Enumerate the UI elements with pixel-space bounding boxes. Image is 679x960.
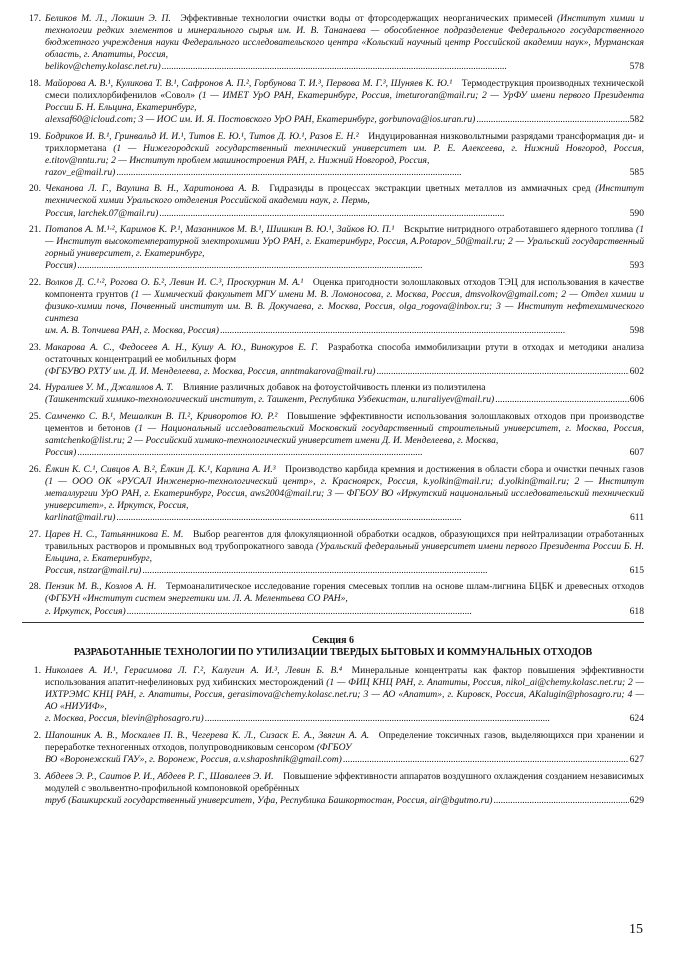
entry-authors: Нуралиев У. М., Джалилов А. Т.	[45, 382, 174, 394]
dot-leader	[205, 713, 629, 725]
entry-affiliation: (1 — ИМЕТ УрО РАН, Екатеринбург, Россия, imeturoran@mail.ru; 2 — УрФУ имени первого Президента России Б. Н. Ельцина, Екатеринбург,	[45, 89, 644, 114]
entry-authors: Николаев А. И.¹, Герасимова Л. Г.², Калугин А. И.³, Левин Б. В.⁴	[45, 665, 343, 676]
entry-affiliation-end: г. Москва, Россия, blevin@phosagro.ru)	[45, 713, 204, 725]
toc-entry	[22, 529, 644, 577]
entry-last-line	[45, 713, 644, 725]
toc-entry	[22, 131, 644, 179]
entry-text	[45, 183, 644, 207]
entry-number: 17.	[29, 13, 41, 24]
entry-affiliation: (Институт химии и технологии редких элементов и минерального сырья им. И. В. Тананаева — обособленное подразделение Федерального государственного бюджетного учреждения науки Федерального исследовательского центра «Кольский научный центр Российской академии наук», Мурманская область, г. Апатиты, Россия,	[45, 13, 645, 61]
entry-affiliation-end: alexsaf60@icloud.com; 3 — ИОС им. И. Я. Постовского УрО РАН, Екатеринбург, gorbunova@ios.uran.ru)	[45, 114, 476, 126]
entry-text	[45, 13, 644, 61]
entry-text	[45, 581, 644, 605]
entry-last-line	[45, 565, 644, 577]
entry-number: 18.	[29, 77, 41, 89]
entry-number: 27.	[29, 528, 41, 540]
toc-entry	[22, 581, 644, 617]
entry-title: Влияние различных добавок на фотоустойчивость пленки из полиэтилена	[183, 382, 486, 394]
entry-text	[45, 771, 644, 795]
entry-last-line	[45, 167, 644, 179]
entry-authors: Бодриков И. В.¹, Гринвальд И. И.¹, Титов Е. Ю.¹, Титов Д. Ю.¹, Разов Е. Н.²	[45, 130, 359, 142]
toc-entry	[22, 464, 644, 524]
entry-page: 606	[629, 394, 644, 406]
entry-last-line	[45, 61, 644, 73]
entry-page: 602	[629, 365, 644, 377]
section-title: РАЗРАБОТАННЫЕ ТЕХНОЛОГИИ ПО УТИЛИЗАЦИИ ТВЕРДЫХ БЫТОВЫХ И КОММУНАЛЬНЫХ ОТХОДОВ	[73, 647, 593, 658]
entry-affiliation: (1 — Институт высокотемпературной электрохимии УрО РАН, г. Екатеринбург, Россия, A.Potapov_50@mail.ru; 2 — Уральский государственный горный университет, г. Екатеринбург,	[45, 224, 644, 260]
entry-page: 593	[629, 260, 644, 272]
toc-entry	[22, 78, 644, 126]
entry-number: 21.	[29, 224, 41, 236]
entry-text	[45, 464, 644, 512]
entry-text	[45, 342, 644, 366]
entry-last-line	[45, 512, 644, 524]
entry-affiliation-end: razov_e@mail.ru)	[45, 166, 116, 178]
entry-page: 598	[629, 325, 644, 337]
entry-number: 1.	[33, 665, 41, 676]
entry-last-line	[45, 325, 644, 337]
entry-affiliation-end: belikov@chemy.kolasc.net.ru)	[45, 61, 161, 73]
dot-leader	[162, 61, 629, 73]
entry-authors: Шапошник А. В., Москалев П. В., Чегерева К. Л., Сизаск Е. А., Звягин А. А.	[45, 729, 370, 741]
entry-authors: Беликов М. Л., Локшин Э. П.	[45, 13, 171, 24]
entry-title: Гидразиды в процессах экстракции цветных металлов из аммиачных сред	[269, 183, 591, 195]
entry-last-line	[45, 208, 644, 220]
entry-page: 585	[629, 166, 644, 178]
dot-leader	[493, 795, 628, 807]
entry-page: 618	[629, 605, 644, 617]
entry-authors: Чеканова Л. Г., Ваулина В. Н., Харитонова А. В.	[45, 183, 260, 195]
entry-title: Повышение эффективности аппаратов воздушного охлаждения созданием независимых модулей с эвольвентно-профильной компоновкой оребрённых	[45, 770, 644, 794]
entry-number: 3.	[33, 770, 41, 782]
entry-text	[45, 131, 644, 167]
entry-authors: Макарова А. С., Федосеев А. Н., Кушу А. Ю., Винокуров Е. Г.	[45, 341, 319, 353]
entry-affiliation: (1 — Нижегородский государственный технический университет им. Р. Е. Алексеева, г. Нижний Новгород, Россия, e.titov@nntu.ru; 2 — Институт проблем машиностроения РАН, г. Нижний Новгород, Россия,	[45, 142, 644, 166]
entry-text	[45, 78, 644, 114]
section-divider	[22, 622, 644, 623]
dot-leader	[495, 394, 628, 406]
dot-leader	[159, 208, 628, 220]
dot-leader	[127, 606, 629, 618]
entry-affiliation-end: (Ташкентский химико-технологический институт, г. Ташкент, Республика Узбекистан, u.nuraliyev@mail.ru)	[45, 394, 495, 406]
entry-page: 582	[629, 114, 644, 126]
toc-entry	[22, 13, 644, 73]
entry-page: 624	[629, 713, 644, 725]
dot-leader	[220, 325, 629, 337]
entry-affiliation: (ФГБОУ	[316, 741, 352, 753]
entry-title: Эффективные технологии очистки воды от фторсодержащих неорганических примесей	[180, 13, 553, 24]
entry-last-line	[45, 754, 644, 766]
page-number: 15	[629, 922, 643, 937]
entry-authors: Потапов А. М.¹·², Каримов К. Р.¹, Мазанников М. В.¹, Шишкин В. Ю.¹, Зайков Ю. П.¹	[45, 224, 395, 236]
toc-list-top	[22, 13, 644, 618]
entry-affiliation: (1 — Химический факультет МГУ имени М. В. Ломоносова, г. Москва, Россия, dmsvolkov@gmail.com; 2 — Отдел химии и физико-химии почв, Почвенный институт им. В. В. Докучаева, г. Москва, Россия, olga_rogova@inbox.ru; 3 — Институт нефтехимического синтеза	[45, 288, 644, 325]
entry-affiliation-end: karlinat@mail.ru)	[45, 512, 116, 524]
entry-number: 24.	[29, 382, 41, 394]
dot-leader	[77, 260, 628, 272]
entry-text	[45, 411, 644, 447]
entry-last-line	[45, 114, 644, 126]
entry-title: Оценка пригодности золошлаковых отходов ТЭЦ для использования в качестве компонента грунтов	[45, 276, 644, 300]
entry-authors: Ёлкин К. С.¹, Сивцов А. В.², Ёлкин Д. К.¹, Карлина А. И.³	[45, 463, 276, 475]
toc-entry	[22, 224, 644, 272]
entry-authors: Майорова А. В.¹, Куликова Т. В.¹, Сафронов А. П.², Горбунова Т. И.³, Первова М. Г.³, Шуняев К. Ю.¹	[45, 77, 453, 89]
entry-affiliation-end: г. Иркутск, Россия)	[45, 605, 126, 617]
toc-entry	[22, 277, 644, 337]
entry-text	[45, 730, 644, 754]
entry-affiliation: (ФГБУН «Институт систем энергетики им. Л. А. Мелентьева СО РАН»,	[45, 593, 348, 605]
toc-column	[22, 13, 644, 811]
entry-page: 615	[629, 564, 644, 576]
entry-text	[45, 382, 644, 394]
entry-affiliation: (Уральский федеральный университет имени первого Президента России Б. Н. Ельцина, г. Екатеринбург,	[45, 540, 644, 564]
entry-last-line	[45, 260, 644, 272]
section-label: Секция 6	[312, 635, 354, 646]
entry-title: Определение токсичных газов, выделяющихся при хранении и переработке техногенных отходов, полупроводниковым сенсором	[45, 729, 644, 753]
dot-leader	[376, 366, 628, 378]
entry-number: 25.	[29, 410, 41, 422]
entry-text	[45, 224, 644, 260]
entry-authors: Абдеев Э. Р., Саитов Р. И., Абдеев Р. Г., Шавалеев Э. И.	[45, 770, 274, 782]
entry-page: 590	[629, 207, 644, 219]
entry-title: Индуцированная низковольтными разрядами трансформация ди- и трихлорметана	[45, 130, 644, 154]
entry-authors: Пензик М. В., Козлов А. Н.	[45, 581, 157, 593]
dot-leader	[142, 565, 628, 577]
toc-list-bottom	[22, 665, 644, 807]
entry-number: 23.	[29, 341, 41, 353]
dot-leader	[77, 447, 628, 459]
dot-leader	[476, 114, 628, 126]
toc-entry	[22, 771, 644, 807]
entry-affiliation-end: Россия)	[45, 447, 77, 459]
entry-number: 2.	[33, 729, 41, 741]
dot-leader	[116, 167, 628, 179]
entry-title: Разработка способа иммобилизации ртути в отходах и методики анализа остаточных концентраций ее мобильных форм	[45, 341, 644, 365]
entry-authors: Самченко С. В.¹, Мешалкин В. П.², Криворотов Ю. Р.²	[45, 410, 278, 422]
entry-text	[45, 277, 644, 325]
entry-title: Повышение эффективности использования золошлаковых отходов при производстве цементов и бетонов	[45, 410, 644, 435]
entry-affiliation-end: (ФГБУВО РХТУ им. Д. И. Менделеева, г. Москва, Россия, anntmakarova@mail.ru)	[45, 365, 376, 377]
entry-title: Термодеструкция производных технической смеси полихлорбифенилов «Совол»	[45, 77, 644, 101]
entry-number: 22.	[29, 276, 41, 288]
entry-authors: Волков Д. С.¹·², Рогова О. Б.², Левин И. С.³, Проскурнин М. А.¹	[45, 276, 304, 288]
entry-affiliation: (Институт технической химии Уральского отделения Российской академии наук, г. Пермь,	[45, 183, 644, 207]
toc-entry	[22, 730, 644, 766]
toc-entry	[22, 665, 644, 725]
entry-page: 607	[629, 447, 644, 459]
entry-page: 629	[629, 794, 644, 806]
entry-title: Вскрытие нитридного отработавшего ядерного топлива	[403, 224, 634, 236]
entry-last-line	[45, 394, 644, 406]
toc-entry	[22, 382, 644, 406]
toc-entry	[22, 342, 644, 378]
entry-text	[45, 529, 644, 565]
entry-affiliation: (1 — ООО ОК «РУСАЛ Инженерно-технологический центр», г. Красноярск, Россия, k.yolkin@mail.ru; d.yolkin@mail.ru; 2 — Институт металлургии УрО РАН, г. Екатеринбург, Россия, aws2004@mail.ru; 3 — ФГБОУ ВО «Иркутский национальный исследовательский технический университет», г. Иркутск, Россия,	[45, 475, 644, 511]
dot-leader	[343, 754, 629, 766]
entry-last-line	[45, 366, 644, 378]
entry-last-line	[45, 795, 644, 807]
entry-title: Минеральные концентраты как фактор повышения эффективности использования апатит-нефелиновых руд хибинских месторождений	[45, 665, 644, 689]
entry-affiliation-end: ВО «Воронежский ГАУ», г. Воронеж, Россия, a.v.shaposhnik@gmail.com)	[45, 754, 342, 766]
entry-last-line	[45, 606, 644, 618]
entry-affiliation: (1 — ФИЦ КНЦ РАН, г. Апатиты, Россия, nikol_ai@chemy.kolasc.net.ru; 2 — ИХТРЭМС КНЦ РАН, г. Апатиты, Россия, gerasimova@chemy.kolasc.net.ru; 3 — АО «Апатит», г. Кировск, Россия, AKalugin@phosagro.ru; 4 — АО «НИУИФ»,	[45, 677, 644, 713]
entry-affiliation: (1 — Национальный исследовательский Московский государственный строительный университет, г. Москва, Россия, samtchenko@list.ru; 2 — Российский химико-технологический университет имени Д. И. Менделеева, г. Москва,	[45, 423, 644, 447]
entry-affiliation-end: Россия, nstzar@mail.ru)	[45, 564, 142, 576]
entry-number: 20.	[29, 183, 41, 195]
entry-number: 26.	[29, 463, 41, 475]
entry-page: 627	[629, 754, 644, 766]
entry-number: 19.	[29, 130, 41, 142]
dot-leader	[116, 512, 629, 524]
entry-title: Производство карбида кремния и достижения в области сбора и очистки печных газов	[285, 463, 644, 475]
entry-text	[45, 665, 644, 713]
entry-number: 28.	[29, 581, 41, 593]
entry-page: 578	[629, 61, 644, 73]
entry-affiliation-end: Россия, larchek.07@mail.ru)	[45, 207, 159, 219]
entry-affiliation-end: Россия)	[45, 260, 77, 272]
toc-entry	[22, 183, 644, 219]
entry-affiliation-end: труб (Башкирский государственный университет, Уфа, Республика Башкортостан, Россия, air@bgutmo.ru)	[45, 794, 493, 806]
entry-page: 611	[629, 512, 644, 524]
toc-entry	[22, 411, 644, 459]
entry-last-line	[45, 447, 644, 459]
entry-affiliation-end: им. А. В. Топчиева РАН, г. Москва, Россия)	[45, 325, 219, 337]
entry-title: Выбор реагентов для флокуляционной обработки осадков, образующихся при нейтрализации отработанных травильных растворов и промывных вод трубопрокатного завода	[45, 528, 644, 552]
entry-title: Термоаналитическое исследование горения смесевых топлив на основе шлам-лигнина БЦБК и древесных отходов	[165, 581, 644, 593]
entry-authors: Царев Н. С., Татьянникова Е. М.	[45, 528, 184, 540]
